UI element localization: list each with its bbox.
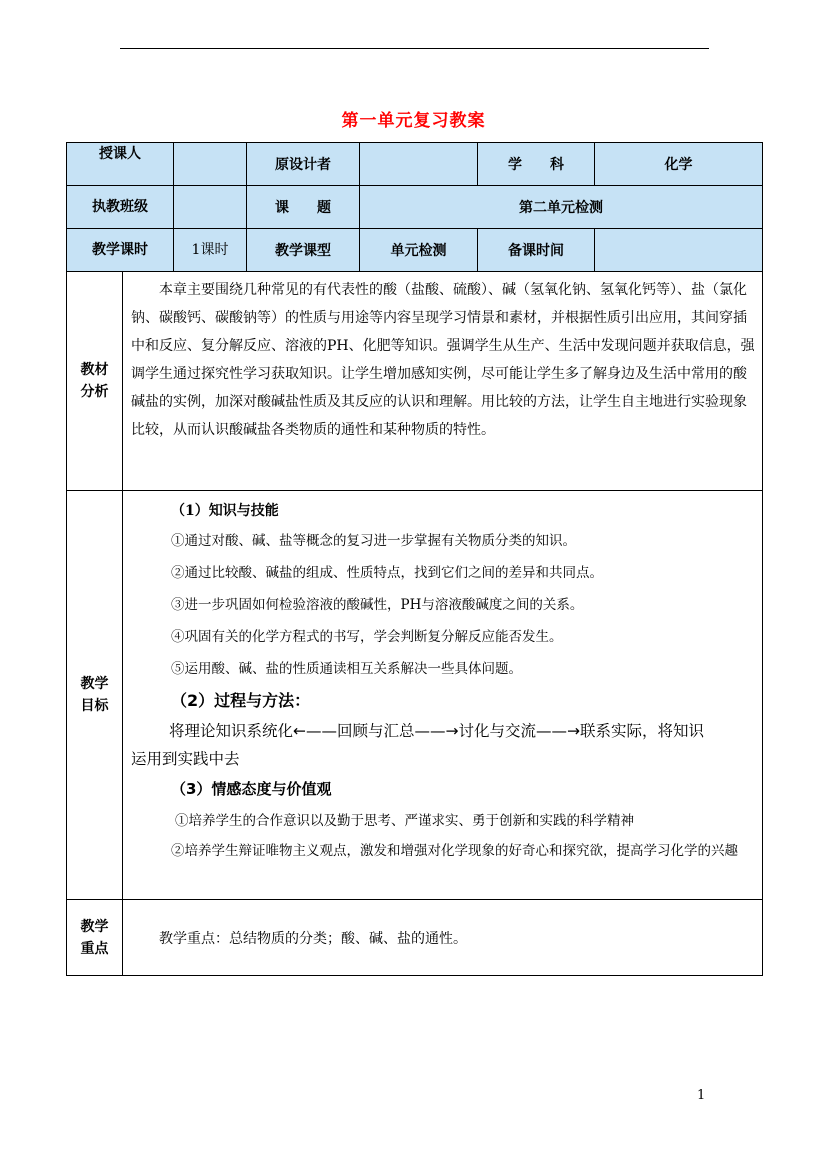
hours-value: 1课时 <box>173 229 246 271</box>
goal-item: ①通过对酸、碱、盐等概念的复习进一步掌握有关物质分类的知识。 <box>171 533 576 549</box>
subject-value: 化学 <box>595 143 763 186</box>
goal-item: ⑤运用酸、碱、盐的性质通读相互关系解决一些具体问题。 <box>171 661 522 677</box>
goal-item: ③进一步巩固如何检验溶液的酸碱性，PH与溶液酸碱度之间的关系。 <box>171 597 584 613</box>
process-flow: 将理论知识系统化←——回顾与汇总——→讨化与交流——→联系实际，将知识 <box>169 722 704 740</box>
class-label: 执教班级 <box>92 199 148 215</box>
header-rule <box>120 48 709 49</box>
process-heading: （2）过程与方法： <box>171 691 311 710</box>
emotion-heading: （3）情感态度与价值观 <box>171 780 332 798</box>
table-row <box>67 229 763 272</box>
topic-value: 第二单元检测 <box>360 186 763 229</box>
lesson-plan-table <box>66 142 763 976</box>
goals-label-line: 目标 <box>80 698 109 714</box>
table-row <box>67 491 763 900</box>
prep-value <box>595 229 763 272</box>
focus-label <box>67 900 123 976</box>
focus-label-line: 教学 <box>80 918 109 935</box>
focus-label-line: 重点 <box>80 940 109 957</box>
prep-label: 备课时间 <box>478 229 595 272</box>
table-row <box>67 900 763 976</box>
analysis-label-line: 分析 <box>80 384 109 400</box>
hours-label-cell <box>67 229 247 272</box>
focus-text: 教学重点：总结物质的分类；酸、碱、盐的通性。 <box>123 900 763 976</box>
type-label: 教学课型 <box>247 229 360 272</box>
hours-label: 教学课时 <box>92 242 148 258</box>
knowledge-heading: （1）知识与技能 <box>171 503 279 519</box>
designer-label: 原设计者 <box>247 143 360 186</box>
table-row <box>67 186 763 229</box>
teacher-value <box>173 143 246 185</box>
process-flow-continued: 运用到实践中去 <box>131 750 240 768</box>
emotion-item: ①培养学生的合作意识以及勤于思考、严谨求实、勇于创新和实践的科学精神 <box>175 813 634 829</box>
page-number: 1 <box>697 1088 706 1103</box>
goals-label-line: 教学 <box>80 676 109 692</box>
table-row <box>67 143 763 186</box>
goals-content <box>123 491 763 900</box>
subject-label: 学 科 <box>478 143 595 186</box>
table-row <box>67 272 763 491</box>
class-value <box>173 186 246 228</box>
goal-item: ④巩固有关的化学方程式的书写，学会判断复分解反应能否发生。 <box>171 629 563 645</box>
goal-item: ②通过比较酸、碱盐的组成、性质特点，找到它们之间的差异和共同点。 <box>171 565 603 581</box>
emotion-item: ②培养学生辩证唯物主义观点，激发和增强对化学现象的好奇心和探究欲，提高学习化学的兴趣 <box>171 843 738 859</box>
analysis-label <box>67 272 123 491</box>
type-value: 单元检测 <box>360 229 478 272</box>
analysis-text: 本章主要围绕几种常见的有代表性的酸（盐酸、硫酸）、碱（氢氧化钠、氢氧化钙等）、盐（氯化钠、碳酸钙、碳酸钠等）的性质与用途等内容呈现学习情景和素材，并根据性质引出应用，其间穿插中和反应、复分解反应、溶液的PH、化肥等知识。强调学生从生产、生活中发现问题并获取信息，强调学生通过探究性学习获取知识。让学生增加感知实例，尽可能让学生多了解身边及生活中常用的酸碱盐的实例，加深对酸碱盐性质及其反应的认识和理解。用比较的方法，让学生自主地进行实验现象比较，从而认识酸碱盐各类物质的通性和某种物质的特性。 <box>123 272 763 491</box>
designer-value <box>360 143 478 186</box>
teacher-label-cell <box>67 143 247 186</box>
analysis-label-line: 教材 <box>80 362 109 378</box>
teacher-label: 授课人 <box>99 146 141 162</box>
document-title: 第一单元复习教案 <box>341 111 486 131</box>
goals-label <box>67 491 123 900</box>
class-label-cell <box>67 186 247 229</box>
topic-label: 课 题 <box>247 186 360 229</box>
